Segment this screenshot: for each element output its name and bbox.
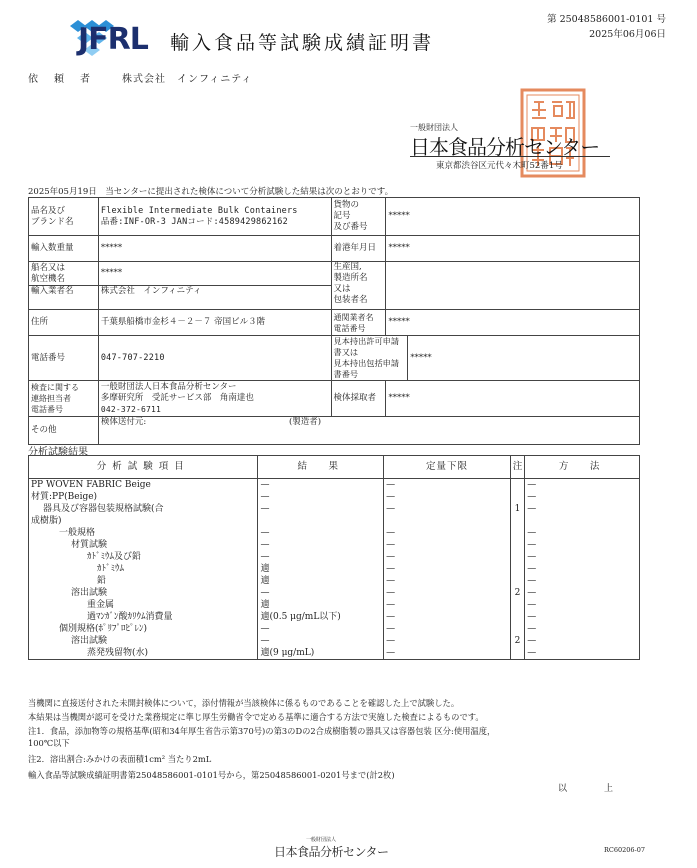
result-note — [510, 527, 525, 539]
result-note — [510, 551, 525, 563]
note-line: 本結果は当機関が認可を受けた業務規定に準じ厚生労働省令で定める基準に適合する方法で実施した検査によるものです。 — [28, 712, 484, 722]
result-limit: — — [384, 479, 511, 492]
result-limit: — — [384, 563, 511, 575]
result-method: — — [525, 479, 640, 492]
table-row — [29, 575, 640, 587]
result-note: 2 — [510, 635, 525, 647]
result-note — [510, 539, 525, 551]
result-note — [510, 491, 525, 503]
result-item: 材質:PP(Beige) — [29, 491, 258, 503]
issuer-legal-form: 一般財団法人 — [410, 123, 458, 132]
result-note: 1 — [510, 503, 525, 515]
result-method: — — [525, 611, 640, 623]
result-item: 溶出試験 — [29, 587, 258, 599]
contact-phone: 042-372-6711 — [100, 405, 162, 414]
header-limit: 定量下限 — [384, 456, 511, 479]
result-limit: — — [384, 527, 511, 539]
requester-value: 株式会社 インフィニティ — [122, 74, 253, 85]
result-value: 適 — [258, 563, 384, 575]
result-method: — — [525, 491, 640, 503]
result-item: 重金属 — [29, 599, 258, 611]
quantity-label: 輸入数重量 — [29, 236, 99, 262]
arrival-label: 着港年月日 — [331, 236, 386, 262]
result-value: 適(0.5 μg/mL以下) — [258, 611, 384, 623]
result-method: — — [525, 647, 640, 660]
other-value — [98, 417, 639, 445]
result-method: — — [525, 587, 640, 599]
table-row — [29, 515, 640, 527]
result-method: — — [525, 527, 640, 539]
result-limit: — — [384, 491, 511, 503]
result-item: 鉛 — [29, 575, 258, 587]
result-item: 個別規格(ﾎﾟﾘﾌﾟﾛﾋﾟﾚﾝ) — [29, 623, 258, 635]
cert-number: 第 25048586001-0101 号 — [547, 14, 666, 25]
requester-label: 依 頼 者 — [28, 74, 93, 85]
result-note — [510, 563, 525, 575]
result-item: 溶出試験 — [29, 635, 258, 647]
ship-label: 船名又は 航空機名 — [29, 262, 99, 286]
result-note — [510, 647, 525, 660]
result-note — [510, 575, 525, 587]
result-limit: — — [384, 647, 511, 660]
result-value: — — [258, 587, 384, 599]
page-title: 輸入食品等試験成績証明書 — [170, 32, 435, 54]
result-item: 一般規格 — [29, 527, 258, 539]
table-row — [29, 563, 640, 575]
result-note — [510, 479, 525, 492]
note-line: 100℃以下 — [28, 738, 70, 748]
result-note: 2 — [510, 587, 525, 599]
other-label: その他 — [29, 417, 99, 445]
sampler-label: 検体採取者 — [331, 381, 386, 417]
phone-value: 047-707-2210 — [98, 336, 331, 381]
note-line: 注2．溶出割合:みかけの表面積1cm² 当たり2mL — [28, 754, 212, 764]
result-method: — — [525, 551, 640, 563]
quantity-value: ***** — [98, 236, 331, 262]
phone-label: 電話番号 — [29, 336, 99, 381]
result-item: 器具及び容器包装規格試験(合 — [29, 503, 258, 515]
cert-meta — [500, 12, 666, 42]
permit-label: 見本持出許可申請書又は 見本持出包括申請書番号 — [331, 336, 408, 381]
result-value: — — [258, 623, 384, 635]
form-code: RC60206-07 — [604, 846, 646, 854]
product-label: 品名及び ブランド名 — [29, 198, 99, 236]
customs-label: 通関業者名 電話番号 — [331, 310, 386, 336]
cargo-value: ***** — [386, 198, 640, 236]
origin-value — [386, 262, 640, 310]
footer-legal-form: 一般財団法人 — [306, 837, 337, 843]
result-limit: — — [384, 503, 511, 515]
result-value: — — [258, 551, 384, 563]
result-item: PP WOVEN FABRIC Beige — [29, 479, 258, 492]
notes-block — [28, 697, 643, 781]
result-note — [510, 623, 525, 635]
contact-value — [98, 381, 331, 417]
result-method: — — [525, 623, 640, 635]
table-row — [29, 635, 640, 647]
intro-text: 2025年05月19日 当センターに提出された検体について分析試験した結果は次のとおりです。 — [28, 187, 394, 197]
importer-label: 輸入業者名 — [29, 286, 99, 310]
result-method: — — [525, 503, 640, 515]
arrival-value: ***** — [386, 236, 640, 262]
product-code: 品番:INF-OR-3 JANコード:4589429862162 — [100, 216, 288, 227]
logo-text: JFRL — [78, 22, 148, 57]
ship-value: ***** — [98, 262, 331, 286]
permit-value: ***** — [408, 336, 640, 381]
result-limit: — — [384, 623, 511, 635]
contact-person: 多摩研究所 受託サービス部 角南達也 — [100, 393, 254, 403]
table-row — [29, 647, 640, 660]
table-row — [29, 539, 640, 551]
result-limit: — — [384, 575, 511, 587]
result-item: ｶﾄﾞﾐｳﾑ及び鉛 — [29, 551, 258, 563]
result-value: 適(9 μg/mL) — [258, 647, 384, 660]
result-value: — — [258, 539, 384, 551]
cert-date: 2025年06月06日 — [589, 29, 666, 40]
table-row — [29, 623, 640, 635]
table-row — [29, 587, 640, 599]
result-value: 適 — [258, 599, 384, 611]
result-value: — — [258, 491, 384, 503]
result-note — [510, 611, 525, 623]
result-method: — — [525, 539, 640, 551]
contact-org: 一般財団法人日本食品分析センター — [100, 382, 237, 392]
table-row — [29, 479, 640, 492]
address-label: 住所 — [29, 310, 99, 336]
result-method — [525, 515, 640, 527]
result-item: 蒸発残留物(水) — [29, 647, 258, 660]
result-item: ｶﾄﾞﾐｳﾑ — [29, 563, 258, 575]
result-limit: — — [384, 539, 511, 551]
issuer-divider — [410, 156, 610, 157]
note-line: 注1．食品，添加物等の規格基準(昭和34年厚生省告示第370号)の第3のDの2合成樹脂製の器具又は容器包装 区分:使用温度， — [28, 726, 496, 736]
result-item: 過ﾏﾝｶﾞﾝ酸ｶﾘｳﾑ消費量 — [29, 611, 258, 623]
importer-value: 株式会社 インフィニティ — [98, 286, 331, 310]
result-limit: — — [384, 635, 511, 647]
note-line: 輸入食品等試験成績証明書第25048586001-0101号から，第25048586001-0201号まで(計2枚) — [28, 770, 395, 780]
header-note: 注 — [510, 456, 525, 479]
result-item: 成樹脂) — [29, 515, 258, 527]
result-method: — — [525, 575, 640, 587]
origin-label: 生産国, 製造所名 又は 包装者名 — [331, 262, 386, 310]
result-method: — — [525, 635, 640, 647]
address-value: 千葉県船橋市金杉４－２－７ 帝国ビル３階 — [98, 310, 331, 336]
result-method: — — [525, 599, 640, 611]
product-value — [98, 198, 331, 236]
closing-text: 以 上 — [558, 784, 628, 794]
cargo-label: 貨物の 記号 及び番号 — [331, 198, 386, 236]
result-value — [258, 515, 384, 527]
results-title: 分析試験結果 — [28, 447, 88, 458]
manufacturer-label: (製造者) — [288, 417, 322, 427]
result-value: — — [258, 527, 384, 539]
result-limit: — — [384, 587, 511, 599]
issuer-address: 東京都渋谷区元代々木町52番1号 — [436, 161, 563, 171]
table-row — [29, 491, 640, 503]
result-method: — — [525, 563, 640, 575]
header-result: 結 果 — [258, 456, 384, 479]
table-row — [29, 527, 640, 539]
sender-label: 検体送付元: — [100, 417, 147, 427]
result-note — [510, 599, 525, 611]
result-item: 材質試験 — [29, 539, 258, 551]
result-value: 適 — [258, 575, 384, 587]
result-limit: — — [384, 611, 511, 623]
issuer-name: 日本食品分析センター — [410, 135, 600, 159]
results-table — [28, 455, 640, 660]
result-note — [510, 515, 525, 527]
footer-org-name: 日本食品分析センター — [274, 845, 389, 859]
product-name: Flexible Intermediate Bulk Containers — [100, 205, 298, 216]
table-row — [29, 611, 640, 623]
result-limit — [384, 515, 511, 527]
customs-value: ***** — [386, 310, 640, 336]
result-limit: — — [384, 551, 511, 563]
table-row — [29, 599, 640, 611]
contact-label: 検査に関する 連絡担当者 電話番号 — [29, 381, 99, 417]
header-item: 分析試験項目 — [29, 456, 258, 479]
result-value: — — [258, 635, 384, 647]
result-limit: — — [384, 599, 511, 611]
table-row — [29, 503, 640, 515]
result-value: — — [258, 479, 384, 492]
sampler-value: ***** — [386, 381, 640, 417]
header-method: 方 法 — [525, 456, 640, 479]
note-line: 当機関に直接送付された未開封検体について，添付情報が当該検体に係るものであることを確認した上で試験した。 — [28, 698, 460, 708]
result-value: — — [258, 503, 384, 515]
info-table — [28, 197, 640, 445]
table-row — [29, 551, 640, 563]
